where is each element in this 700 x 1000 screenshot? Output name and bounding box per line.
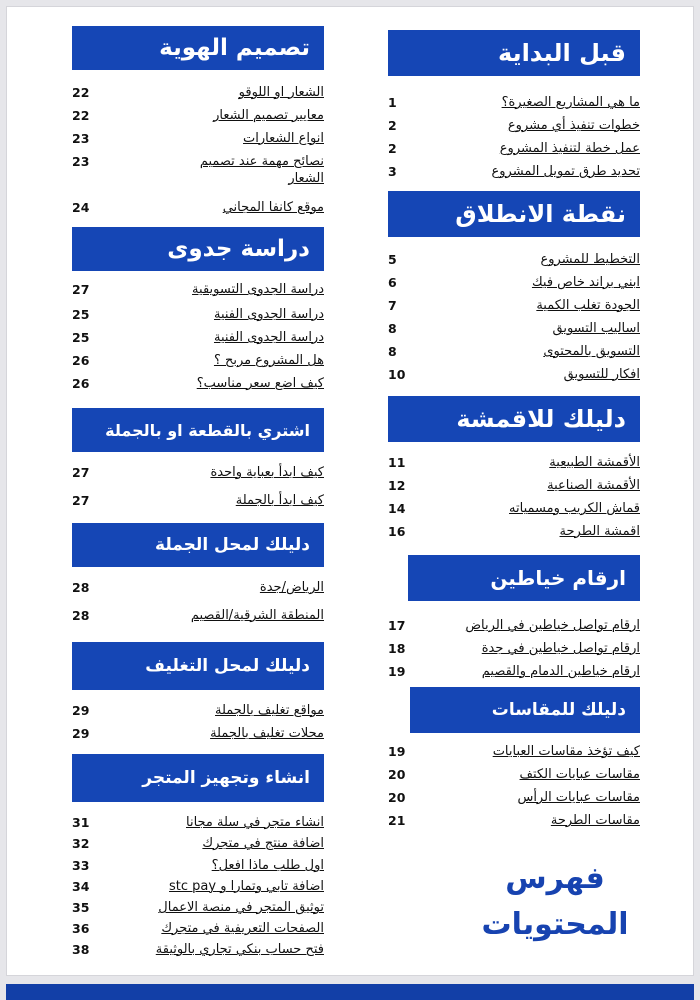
entry-label: ابني براند خاص فيك [531,275,640,290]
entry-label: التسويق بالمحتوى [543,344,640,359]
page-number: 3 [388,164,397,179]
page-number: 22 [72,108,90,123]
page-number: 34 [72,879,90,894]
toc-entry[interactable] [72,130,324,153]
entry-label: مواقع تغليف بالجملة [215,703,324,718]
toc-entry[interactable] [388,812,640,835]
entry-label: كيف ابدأ بعباية واحدة [210,465,324,480]
page-number: 20 [388,767,406,782]
page-number: 18 [388,641,406,656]
entry-label: التخطيط للمشروع [540,252,640,267]
section-title: دليلك للاقمشة [388,396,640,442]
entry-label: مقاسات عبايات الرأس [517,790,640,805]
toc-entry[interactable] [388,523,640,546]
entry-label: دراسة الجدوى التسويقية [192,282,324,297]
toc-entry[interactable] [72,153,324,199]
toc-entry[interactable] [72,464,324,492]
entry-label: كيف تؤخذ مقاسات العبايات [492,744,640,759]
entry-label: الأقمشة الطبيعية [549,455,640,470]
toc-entry[interactable] [388,743,640,766]
section-store-setup [72,754,324,962]
toc-entry[interactable] [72,857,324,878]
toc-entry[interactable] [72,329,324,352]
page-number: 5 [388,252,397,267]
toc-entry[interactable] [388,477,640,500]
section-title: تصميم الهوية [72,26,324,70]
entry-label: دراسة الجدوى الفنية [213,307,324,322]
section-fabrics-guide [388,396,640,546]
section-title: دليلك للمقاسات [410,687,640,733]
toc-entry[interactable] [388,366,640,389]
toc-column-right [388,26,640,835]
title-line-2: المحتويات [481,907,629,942]
page-number: 6 [388,275,397,290]
toc-entry[interactable] [388,789,640,812]
entry-label: خطوات تنفيذ أي مشروع [507,118,640,133]
page-number: 26 [72,376,90,391]
section-identity-design [72,26,324,222]
toc-entry[interactable] [72,878,324,899]
page-number: 7 [388,298,397,313]
entry-label: هل المشروع مربح ؟ [213,353,324,368]
page-number: 19 [388,744,406,759]
entry-label: قماش الكريب ومسمياته [509,501,640,516]
page-number: 19 [388,664,406,679]
section-buy-piece-or-wholesale [72,408,324,515]
page-number: 28 [72,608,90,623]
toc-entry[interactable] [72,492,324,515]
entry-label: انواع الشعارات [243,131,324,146]
page-number: 1 [388,95,397,110]
toc-entry[interactable] [388,140,640,163]
page-number: 14 [388,501,406,516]
page-number: 23 [72,131,90,146]
toc-entry[interactable] [72,835,324,857]
section-title: اشتري بالقطعة او بالجملة [72,408,324,452]
entry-label: كيف اضع سعر مناسب؟ [196,376,324,391]
page-number: 24 [72,200,90,215]
entry-label: اضافة تابي وتمارا و stc pay [169,879,324,894]
toc-entry[interactable] [388,117,640,140]
entry-label: اول طلب ماذا افعل؟ [211,858,324,873]
toc-entry[interactable] [72,725,324,748]
toc-entry[interactable] [388,640,640,663]
section-before-start [388,30,640,186]
page-number: 32 [72,836,90,851]
toc-entry[interactable] [388,274,640,297]
table-of-contents-title [440,856,670,948]
section-launch-point [388,191,640,389]
toc-entry[interactable] [388,343,640,366]
toc-entry[interactable] [388,297,640,320]
toc-entry[interactable] [388,663,640,686]
toc-entry[interactable] [388,94,640,117]
toc-entry[interactable] [72,607,324,630]
entry-label: الرياض/جدة [259,580,324,595]
entry-label: انشاء متجر في سلة مجانا [186,815,324,830]
page-number: 35 [72,900,90,915]
toc-entry[interactable] [72,814,324,835]
entry-label: تحديد طرق تمويل المشروع [491,164,640,179]
entry-label: افكار للتسويق [563,367,640,382]
entry-label: الأقمشة الصناعية [547,478,640,493]
page-number: 25 [72,307,90,322]
page-number: 27 [72,282,90,297]
toc-entry[interactable] [72,941,324,962]
page-number: 38 [72,942,90,957]
page-number: 26 [72,353,90,368]
page-number: 11 [388,455,406,470]
section-sizes-guide [410,687,640,733]
entry-label: اقمشة الطرحة [559,524,640,539]
page-number: 31 [72,815,90,830]
entry-label: عمل خطة لتنفيذ المشروع [499,141,640,156]
section-title: دليلك لمحل الجملة [72,523,324,567]
page-number: 27 [72,493,90,508]
section-title: دراسة جدوى [72,227,324,271]
section-title: ارقام خياطين [408,555,640,601]
toc-entry[interactable] [72,84,324,107]
section-title: دليلك لمحل التغليف [72,642,324,690]
toc-entry[interactable] [72,199,324,222]
toc-entry[interactable] [72,352,324,375]
entry-label: مقاسات الطرحة [550,813,640,828]
page-number: 20 [388,790,406,805]
entry-label: توثيق المتجر في منصة الاعمال [158,900,324,915]
page-number: 22 [72,85,90,100]
entry-label: معايير تصميم الشعار [213,108,324,123]
toc-entry[interactable] [72,107,324,130]
toc-entry[interactable] [388,320,640,343]
page-number: 23 [72,154,90,169]
toc-entry[interactable] [388,617,640,640]
toc-entry[interactable] [72,281,324,306]
entry-label: ما هي المشاريع الصغيرة؟ [501,95,640,110]
page-number: 25 [72,330,90,345]
page-number: 2 [388,141,397,156]
entry-label: المنطقة الشرقية/القصيم [190,608,324,623]
entry-label: اساليب التسويق [552,321,640,336]
page-number: 8 [388,321,397,336]
toc-entry[interactable] [72,579,324,607]
page-number: 12 [388,478,406,493]
toc-entry[interactable] [72,899,324,920]
entry-label: الصفحات التعريفية في متجرك [161,921,324,936]
toc-entry[interactable] [72,375,324,398]
entry-label: نصائح مهمة عند تصميم الشعار [199,154,324,186]
entry-label: محلات تغليف بالجملة [210,726,324,741]
section-title: انشاء وتجهيز المتجر [72,754,324,802]
page-number: 29 [72,703,90,718]
section-title: قبل البداية [388,30,640,76]
page-number: 28 [72,580,90,595]
toc-entry[interactable] [388,500,640,523]
page-number: 27 [72,465,90,480]
entry-label: ارقام تواصل خياطين في جدة [481,641,640,656]
toc-entry[interactable] [388,163,640,186]
entry-label: فتح حساب بنكي تجاري بالوثيقة [155,942,324,957]
toc-entry[interactable] [388,454,640,477]
toc-entry[interactable] [388,766,640,789]
entry-label: ارقام تواصل خياطين في الرياض [465,618,640,633]
entry-label: ارقام خياطين الدمام والقصيم [481,664,640,679]
entry-label: كيف ابدأ بالجملة [235,493,324,508]
section-wholesale-store-guide [72,523,324,630]
section-feasibility-study [72,227,324,398]
entry-label: الشعار او اللوقو [238,85,324,100]
entry-label: موقع كانفا المجاني [222,200,324,215]
footer-bar [6,984,694,1000]
entry-label: الجودة تغلب الكمية [536,298,640,313]
page-number: 8 [388,344,397,359]
page-number: 29 [72,726,90,741]
entry-label: اضافة منتج في متجرك [202,836,324,851]
toc-entry[interactable] [72,920,324,941]
page-number: 10 [388,367,406,382]
page-number: 21 [388,813,406,828]
page-number: 16 [388,524,406,539]
page-number: 36 [72,921,90,936]
entry-label: مقاسات عبايات الكتف [519,767,640,782]
toc-entry[interactable] [72,306,324,329]
title-line-1: فهرس [505,861,605,896]
entry-label: دراسة الجدوى الفنية [213,330,324,345]
page-number: 17 [388,618,406,633]
toc-entry[interactable] [72,702,324,725]
section-title: نقطة الانطلاق [388,191,640,237]
page-number: 33 [72,858,90,873]
section-tailors-numbers [408,555,640,601]
page-number: 2 [388,118,397,133]
toc-entry[interactable] [388,251,640,274]
section-packaging-store-guide [72,642,324,748]
toc-column-left [72,26,324,962]
